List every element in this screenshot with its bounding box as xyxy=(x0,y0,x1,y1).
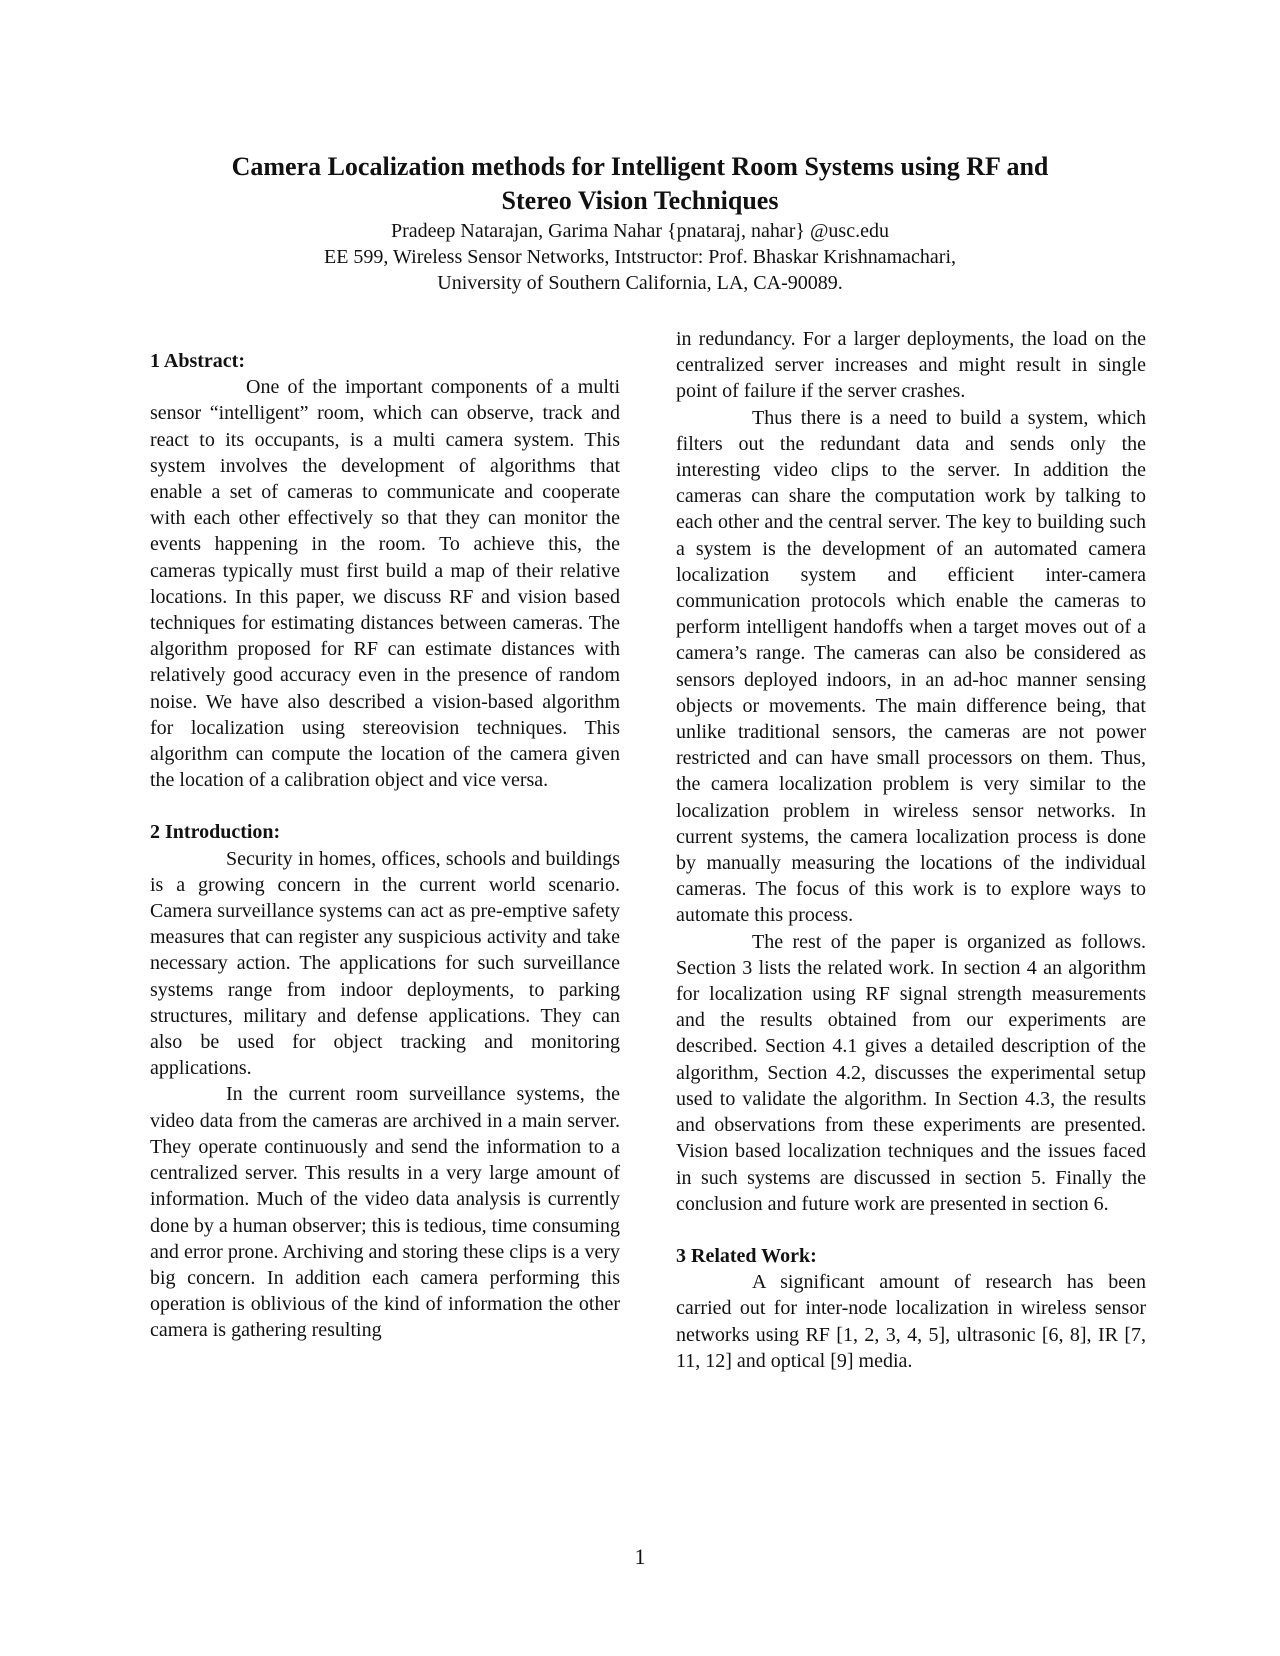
paper-title-line-1: Camera Localization methods for Intelligent Room Systems using RF and xyxy=(231,152,1049,181)
related-work-paragraph: A significant amount of research has been carried out for inter-node localization in wireless sensor networks using RF [1, 2, 3, 4, 5], ultrasonic [6, 8], IR [7, 11, 12] and optical [9] media. xyxy=(676,1271,1146,1372)
abstract-heading: 1 Abstract: xyxy=(150,350,245,372)
authors: Pradeep Natarajan, Garima Nahar {pnataraj, nahar} @usc.edu xyxy=(391,220,889,242)
introduction-paragraph-3: Thus there is a need to build a system, which filters out the redundant data and sends only the interesting video clips to the server. In addition the cameras can share the computation work by talking to each other and the central server. The key to building such a system is the development of an automated camera localization system and efficient inter-camera communication protocols which enable the cameras to perform intelligent handoffs when a target moves out of a camera’s range. The cameras can also be considered as sensors deployed indoors, in an ad-hoc manner sensing objects or movements. The main difference being, that unlike traditional sensors, the cameras are not power restricted and can have small processors on them. Thus, the camera localization problem is very similar to the localization problem in wireless sensor networks. In current systems, the camera localization process is done by manually measuring the locations of the individual cameras. The focus of this work is to explore ways to automate this process. xyxy=(676,406,1146,927)
introduction-paragraph-2: In the current room surveillance systems, the video data from the cameras are archived in a main server. They operate continuously and send the information to a centralized server. This results in a very large amount of information. Much of the video data analysis is currently done by a human observer; this is tedious, time consuming and error prone. Archiving and storing these clips is a very big concern. In addition each camera performing this operation is oblivious of the kind of information the other camera is gathering resulting xyxy=(150,1083,620,1342)
paper-title-line-2: Stereo Vision Techniques xyxy=(501,186,779,215)
page-number: 1 xyxy=(634,1544,646,1569)
right-column xyxy=(676,326,1146,1374)
section-spacer xyxy=(150,793,620,819)
course-info: EE 599, Wireless Sensor Networks, Intstructor: Prof. Bhaskar Krishnamachari, xyxy=(323,246,957,268)
introduction-paragraph-4: The rest of the paper is organized as follows. Section 3 lists the related work. In section 4 an algorithm for localization using RF signal strength measurements and the results obtained from our experiments are described. Section 4.1 gives a detailed description of the algorithm, Section 4.2, discusses the experimental setup used to validate the algorithm. In Section 4.3, the results and observations from these experiments are presented. Vision based localization techniques and the issues faced in such systems are discussed in section 5. Finally the conclusion and future work are presented in section 6. xyxy=(676,930,1146,1215)
continued-paragraph: in redundancy. For a larger deployments, the load on the centralized server increases and might result in single point of failure if the server crashes. xyxy=(676,328,1146,403)
abstract-paragraph: One of the important components of a multi sensor “intelligent” room, which can observe, track and react to its occupants, is a multi camera system. This system involves the development of algorithms that enable a set of cameras to communicate and cooperate with each other effectively so that they can monitor the events happening in the room. To achieve this, the cameras typically must first build a map of their relative locations. In this paper, we discuss RF and vision based techniques for estimating distances between cameras. The algorithm proposed for RF can estimate distances with relatively good accuracy even in the presence of random noise. We have also described a vision-based algorithm for localization using stereovision techniques. This algorithm can compute the location of the camera given the location of a calibration object and vice versa. xyxy=(150,376,620,792)
affiliation: University of Southern California, LA, CA-90089. xyxy=(437,272,843,294)
related-work-heading: 3 Related Work: xyxy=(676,1244,817,1267)
introduction-paragraph-1: Security in homes, offices, schools and buildings is a growing concern in the current world scenario. Camera surveillance systems can act as pre-emptive safety measures that can register any suspicious activity and take necessary action. The applications for such surveillance systems range from indoor deployments, to parking structures, military and defense applications. They can also be used for object tracking and monitoring applications. xyxy=(150,847,620,1080)
section-spacer xyxy=(676,1217,1146,1243)
title-block xyxy=(150,150,1130,296)
left-column xyxy=(150,348,620,1344)
introduction-heading: 2 Introduction: xyxy=(150,821,281,844)
